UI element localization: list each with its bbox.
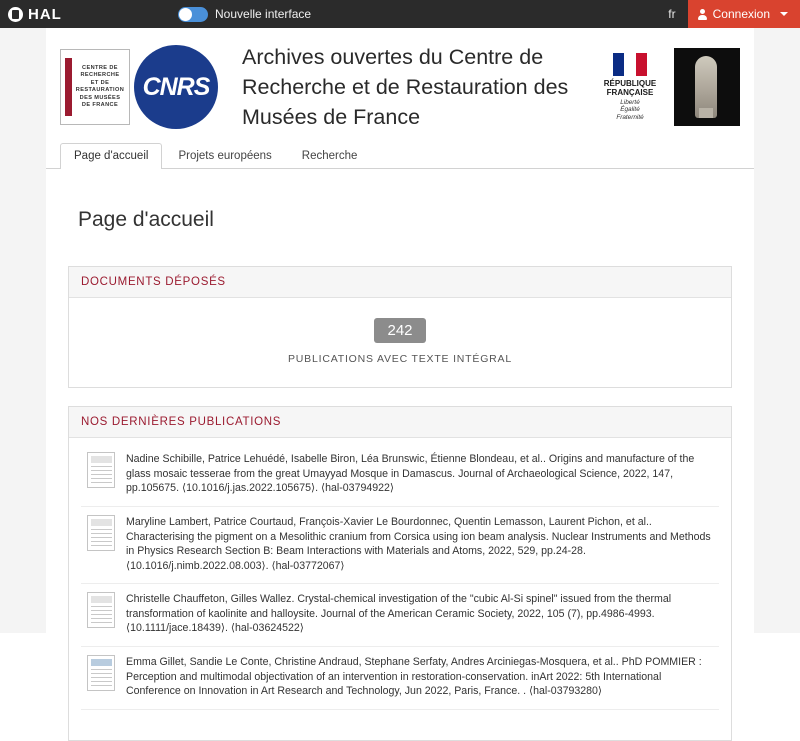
publication-reference: Emma Gillet, Sandie Le Conte, Christine Andraud, Stephane Serfaty, Andres Arciniegas-Mosquera, et al.. PhD POMMIER : Perception and multimodal objectivation of an intervention in restoration-conservation. inArt 2022: 5th International Conference on Innovation in Art Research and Technology, Jun 2022, Paris, France. . ⟨hal-03793280⟩ — [126, 656, 702, 698]
document-thumbnail-icon — [87, 655, 115, 691]
latest-publications-body — [69, 438, 731, 740]
statue-shape — [695, 56, 717, 118]
publication-count-caption: PUBLICATIONS AVEC TEXTE INTÉGRAL — [288, 353, 512, 366]
hal-brand-logo[interactable] — [0, 6, 62, 23]
republique-francaise-logo — [596, 53, 664, 122]
login-button[interactable] — [688, 0, 800, 28]
login-button-label: Connexion — [712, 7, 770, 21]
person-icon — [698, 9, 707, 20]
panel-bottom-spacer — [81, 710, 719, 724]
site-banner — [46, 28, 754, 142]
new-interface-toggle[interactable] — [178, 7, 208, 22]
french-flag-icon — [613, 53, 647, 76]
cnrs-logo-label: CNRS — [142, 72, 210, 101]
page-background — [0, 28, 800, 698]
crrmf-logo — [60, 49, 130, 125]
publication-reference: Nadine Schibille, Patrice Lehuédé, Isabelle Biron, Léa Brunswic, Étienne Blondeau, et al.. Origins and manufacture of the glass mosaic tesserae from the great Umayyad Mosque in Damascus. Journal of Archaeological Science, 2022, 147, pp.105675. ⟨10.1016/j.jas.2022.105675⟩. ⟨hal-03794922⟩ — [126, 453, 695, 495]
tab-page-accueil[interactable]: Page d'accueil — [60, 143, 162, 169]
latest-publications-heading: NOS DERNIÈRES PUBLICATIONS — [69, 407, 731, 438]
tab-projets-europeens[interactable]: Projets européens — [178, 150, 272, 162]
documents-deposited-heading: DOCUMENTS DÉPOSÉS — [69, 267, 731, 298]
list-item[interactable] — [81, 647, 719, 710]
cnrs-logo — [134, 45, 218, 129]
document-thumbnail-icon — [87, 452, 115, 488]
list-item[interactable] — [81, 444, 719, 507]
new-interface-toggle-label: Nouvelle interface — [215, 7, 312, 21]
document-thumbnail-icon — [87, 592, 115, 628]
list-item[interactable] — [81, 584, 719, 647]
site-title: Archives ouvertes du Centre de Recherche et de Restauration des Musées de France — [242, 45, 569, 129]
publication-count-badge: 242 — [374, 318, 426, 343]
republique-motto: Liberté Égalité Fraternité — [616, 98, 644, 121]
list-item[interactable] — [81, 507, 719, 584]
crrmf-logo-text: CENTRE DE RECHERCHE ET DE RESTAURATION DES MUSÉES DE FRANCE — [75, 64, 125, 108]
tab-recherche[interactable]: Recherche — [301, 150, 358, 162]
chevron-down-icon — [780, 12, 788, 16]
hal-logo-icon — [8, 7, 23, 22]
page-title: Page d'accueil — [46, 183, 754, 252]
publication-reference: Christelle Chauffeton, Gilles Wallez. Crystal-chemical investigation of the "cubic Al-Si spinel" issued from the thermal transformation of kaolinite and halloysite. Journal of the American Ceramic Society, 2022, 105 (7), pp.4986-4993. ⟨10.1111/jace.18439⟩. ⟨hal-03624522⟩ — [126, 593, 672, 635]
latest-publications-panel — [68, 406, 732, 741]
crrmf-logo-bar — [65, 58, 72, 116]
topbar-right-group — [668, 0, 800, 28]
top-navigation-bar — [0, 0, 800, 28]
publication-reference: Maryline Lambert, Patrice Courtaud, François-Xavier Le Bourdonnec, Quentin Lemasson, Laurent Pichon, et al.. Characterising the pigment on a Mesolithic cranium from Corsica using ion beam analysis. Nuclear Instruments and Methods in Physics Research Section B: Beam Interactions with Materials and Atoms, 2022, 529, pp.24-28. ⟨10.1016/j.nimb.2022.08.003⟩. ⟨hal-03772067⟩ — [126, 515, 711, 572]
republique-name: RÉPUBLIQUE FRANÇAISE — [603, 78, 657, 97]
language-switcher[interactable]: fr — [668, 7, 676, 21]
statue-photo — [674, 48, 740, 126]
document-thumbnail-icon — [87, 515, 115, 551]
page-container — [46, 28, 754, 741]
documents-deposited-body — [69, 298, 731, 387]
new-interface-toggle-group[interactable] — [178, 7, 311, 22]
main-tabs — [46, 142, 754, 169]
documents-deposited-panel — [68, 266, 732, 388]
hal-brand-label: HAL — [28, 5, 62, 23]
